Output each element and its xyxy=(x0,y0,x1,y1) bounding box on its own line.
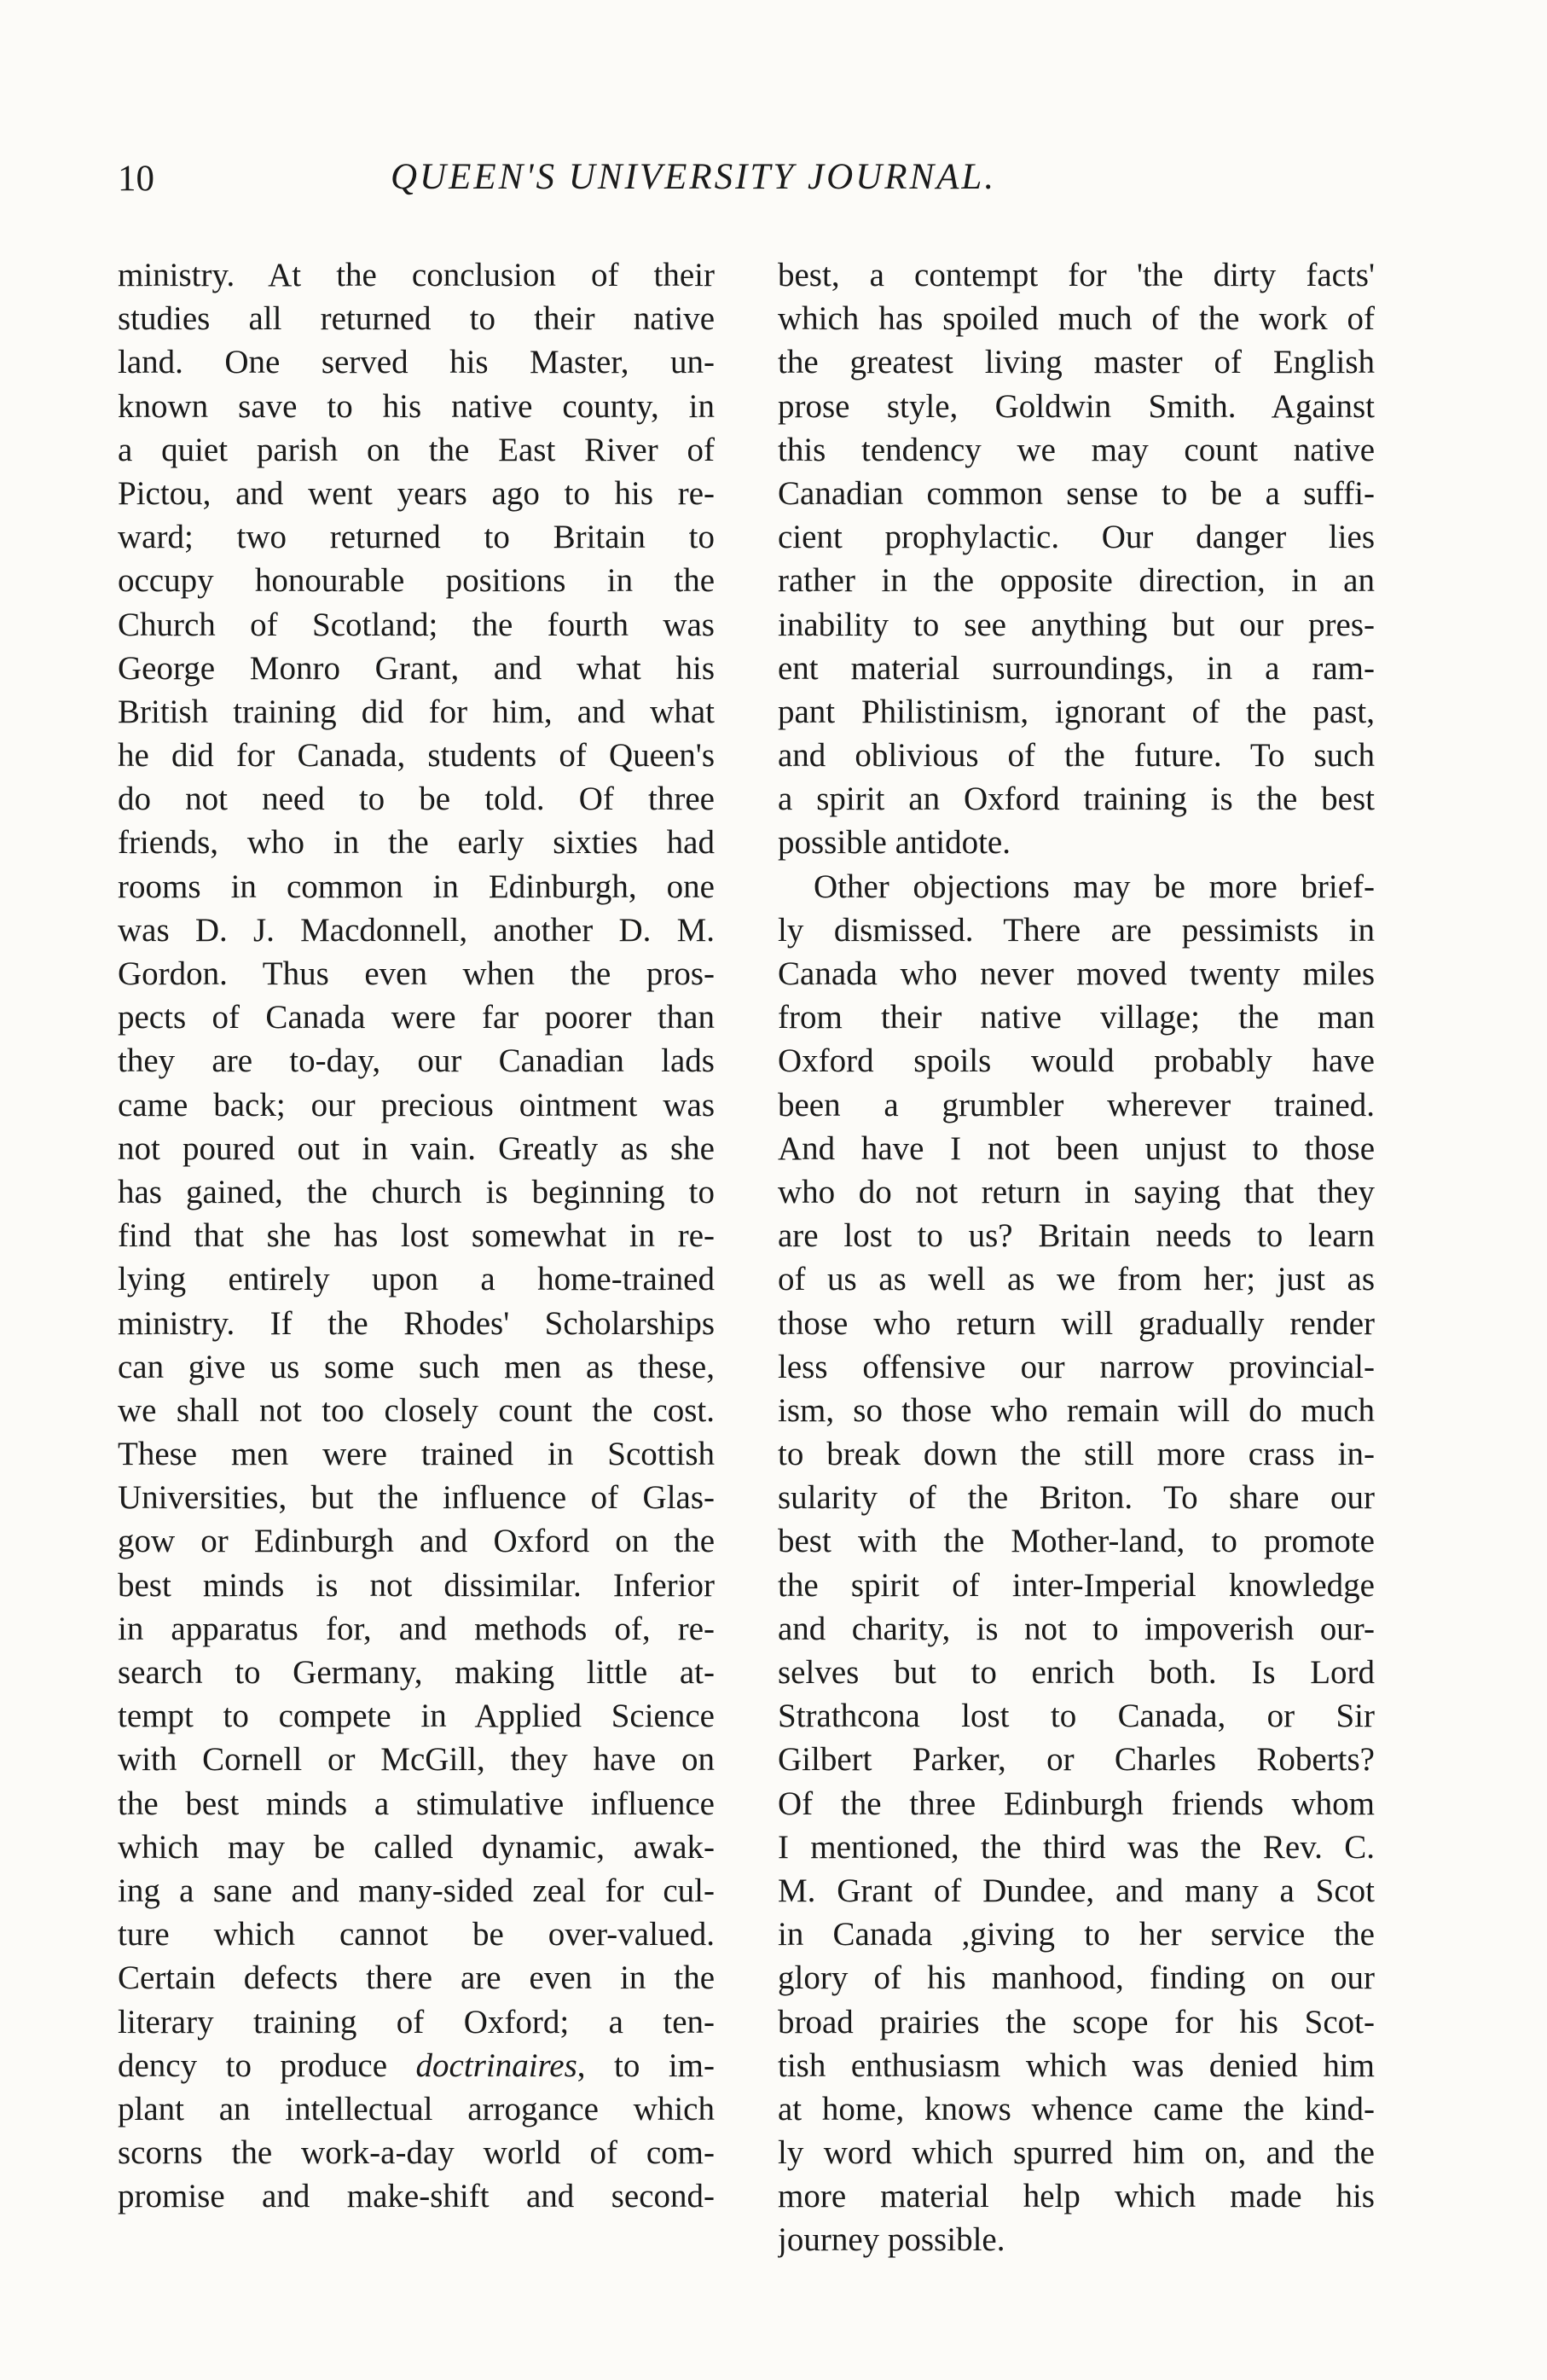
text-line: from their native village; the man xyxy=(778,999,1375,1036)
text-line: he did for Canada, students of Queen's xyxy=(118,737,715,775)
left-text-column xyxy=(118,253,715,2218)
text-line: ly dismissed. There are pessimists in xyxy=(778,911,1375,949)
text-line: in Canada ,giving to her service the xyxy=(778,1916,1375,1953)
text-line: ly word which spurred him on, and the xyxy=(778,2134,1375,2172)
text-line: inability to see anything but our pres- xyxy=(778,606,1375,643)
text-line: Gilbert Parker, or Charles Roberts? xyxy=(778,1741,1375,1779)
text-line: best minds is not dissimilar. Inferior xyxy=(118,1566,715,1604)
text-line: ture which cannot be over-valued. xyxy=(118,1916,715,1953)
running-title: QUEEN'S UNIVERSITY JOURNAL. xyxy=(391,157,997,197)
text-line: a quiet parish on the East River of xyxy=(118,431,715,468)
text-line: which has spoiled much of the work of xyxy=(778,300,1375,338)
text-line: do not need to be told. Of three xyxy=(118,781,715,818)
text-line: Certain defects there are even in the xyxy=(118,1959,715,1997)
text-line: which may be called dynamic, awak- xyxy=(118,1828,715,1866)
text-line: sularity of the Briton. To share our xyxy=(778,1479,1375,1517)
text-line: Canada who never moved twenty miles xyxy=(778,955,1375,992)
text-line: Of the three Edinburgh friends whom xyxy=(778,1785,1375,1822)
text-line: These men were trained in Scottish xyxy=(118,1436,715,1473)
text-line: less offensive our narrow provincial- xyxy=(778,1348,1375,1385)
text-line: literary training of Oxford; a ten- xyxy=(118,2003,715,2040)
text-line: Other objections may be more brief- xyxy=(814,868,1375,905)
right-text-column xyxy=(778,253,1375,2262)
text-line: Church of Scotland; the fourth was xyxy=(118,606,715,643)
text-line: more material help which made his xyxy=(778,2178,1375,2215)
text-line: pects of Canada were far poorer than xyxy=(118,999,715,1036)
text-line: the best minds a stimulative influence xyxy=(118,1785,715,1822)
text-line: scorns the work-a-day world of com- xyxy=(118,2134,715,2172)
text-line: British training did for him, and what xyxy=(118,693,715,730)
text-line: those who return will gradually render xyxy=(778,1304,1375,1342)
text-line: dency to produce doctrinaires, to im- xyxy=(118,2046,715,2084)
text-line: ministry. If the Rhodes' Scholarships xyxy=(118,1304,715,1342)
text-line: Gordon. Thus even when the pros- xyxy=(118,955,715,992)
text-line: are lost to us? Britain needs to learn xyxy=(778,1217,1375,1255)
text-line: And have I not been unjust to those xyxy=(778,1129,1375,1167)
text-line: Oxford spoils would probably have xyxy=(778,1042,1375,1080)
text-line: of us as well as we from her; just as xyxy=(778,1261,1375,1298)
page-number: 10 xyxy=(118,159,154,199)
text-line: and oblivious of the future. To such xyxy=(778,737,1375,775)
text-line: I mentioned, the third was the Rev. C. xyxy=(778,1828,1375,1866)
text-line: at home, knows whence came the kind- xyxy=(778,2090,1375,2127)
text-line: find that she has lost somewhat in re- xyxy=(118,1217,715,1255)
text-line: ing a sane and many-sided zeal for cul- xyxy=(118,1872,715,1909)
text-line: ministry. At the conclusion of their xyxy=(118,257,715,293)
text-line: plant an intellectual arrogance which xyxy=(118,2090,715,2127)
text-line: promise and make-shift and second- xyxy=(118,2178,715,2215)
text-line: pant Philistinism, ignorant of the past, xyxy=(778,693,1375,730)
text-line: tempt to compete in Applied Science xyxy=(118,1698,715,1735)
text-line: and charity, is not to impoverish our- xyxy=(778,1610,1375,1647)
text-line: search to Germany, making little at- xyxy=(118,1654,715,1691)
text-line: land. One served his Master, un- xyxy=(118,344,715,381)
text-line: with Cornell or McGill, they have on xyxy=(118,1741,715,1779)
text-line: came back; our precious ointment was xyxy=(118,1086,715,1123)
text-line: known save to his native county, in xyxy=(118,387,715,425)
text-line: possible antidote. xyxy=(778,824,1011,862)
text-line: Pictou, and went years ago to his re- xyxy=(118,474,715,512)
text-line: best with the Mother-land, to promote xyxy=(778,1523,1375,1560)
text-line: Strathcona lost to Canada, or Sir xyxy=(778,1698,1375,1735)
text-line: broad prairies the scope for his Scot- xyxy=(778,2003,1375,2040)
text-line: the spirit of inter-Imperial knowledge xyxy=(778,1566,1375,1604)
text-line: was D. J. Macdonnell, another D. M. xyxy=(118,911,715,949)
text-line: in apparatus for, and methods of, re- xyxy=(118,1610,715,1647)
text-line: can give us some such men as these, xyxy=(118,1348,715,1385)
text-line: we shall not too closely count the cost. xyxy=(118,1391,715,1429)
text-line: Universities, but the influence of Glas- xyxy=(118,1479,715,1517)
text-line: to break down the still more crass in- xyxy=(778,1436,1375,1473)
text-line: prose style, Goldwin Smith. Against xyxy=(778,387,1375,425)
text-line: they are to-day, our Canadian lads xyxy=(118,1042,715,1080)
text-line: friends, who in the early sixties had xyxy=(118,824,715,862)
text-line: Canadian common sense to be a suffi- xyxy=(778,474,1375,512)
text-line: the greatest living master of English xyxy=(778,344,1375,381)
text-line: who do not return in saying that they xyxy=(778,1173,1375,1210)
text-line: ward; two returned to Britain to xyxy=(118,519,715,556)
text-line: has gained, the church is beginning to xyxy=(118,1173,715,1210)
text-line: this tendency we may count native xyxy=(778,431,1375,468)
text-line: George Monro Grant, and what his xyxy=(118,649,715,687)
text-line: journey possible. xyxy=(778,2221,1005,2259)
text-line: selves but to enrich both. Is Lord xyxy=(778,1654,1375,1691)
text-line: glory of his manhood, finding on our xyxy=(778,1959,1375,1997)
text-line: occupy honourable positions in the xyxy=(118,562,715,600)
text-line: ism, so those who remain will do much xyxy=(778,1391,1375,1429)
text-line: lying entirely upon a home-trained xyxy=(118,1261,715,1298)
text-line: gow or Edinburgh and Oxford on the xyxy=(118,1523,715,1560)
text-line: been a grumbler wherever trained. xyxy=(778,1086,1375,1123)
text-line: ent material surroundings, in a ram- xyxy=(778,649,1375,687)
text-line: M. Grant of Dundee, and many a Scot xyxy=(778,1872,1375,1909)
text-line: not poured out in vain. Greatly as she xyxy=(118,1129,715,1167)
text-line: rooms in common in Edinburgh, one xyxy=(118,868,715,905)
text-line: rather in the opposite direction, in an xyxy=(778,562,1375,600)
text-line: tish enthusiasm which was denied him xyxy=(778,2046,1375,2084)
text-line: studies all returned to their native xyxy=(118,300,715,338)
text-line: best, a contempt for 'the dirty facts' xyxy=(778,257,1375,293)
text-line: cient prophylactic. Our danger lies xyxy=(778,519,1375,556)
text-line: a spirit an Oxford training is the best xyxy=(778,781,1375,818)
